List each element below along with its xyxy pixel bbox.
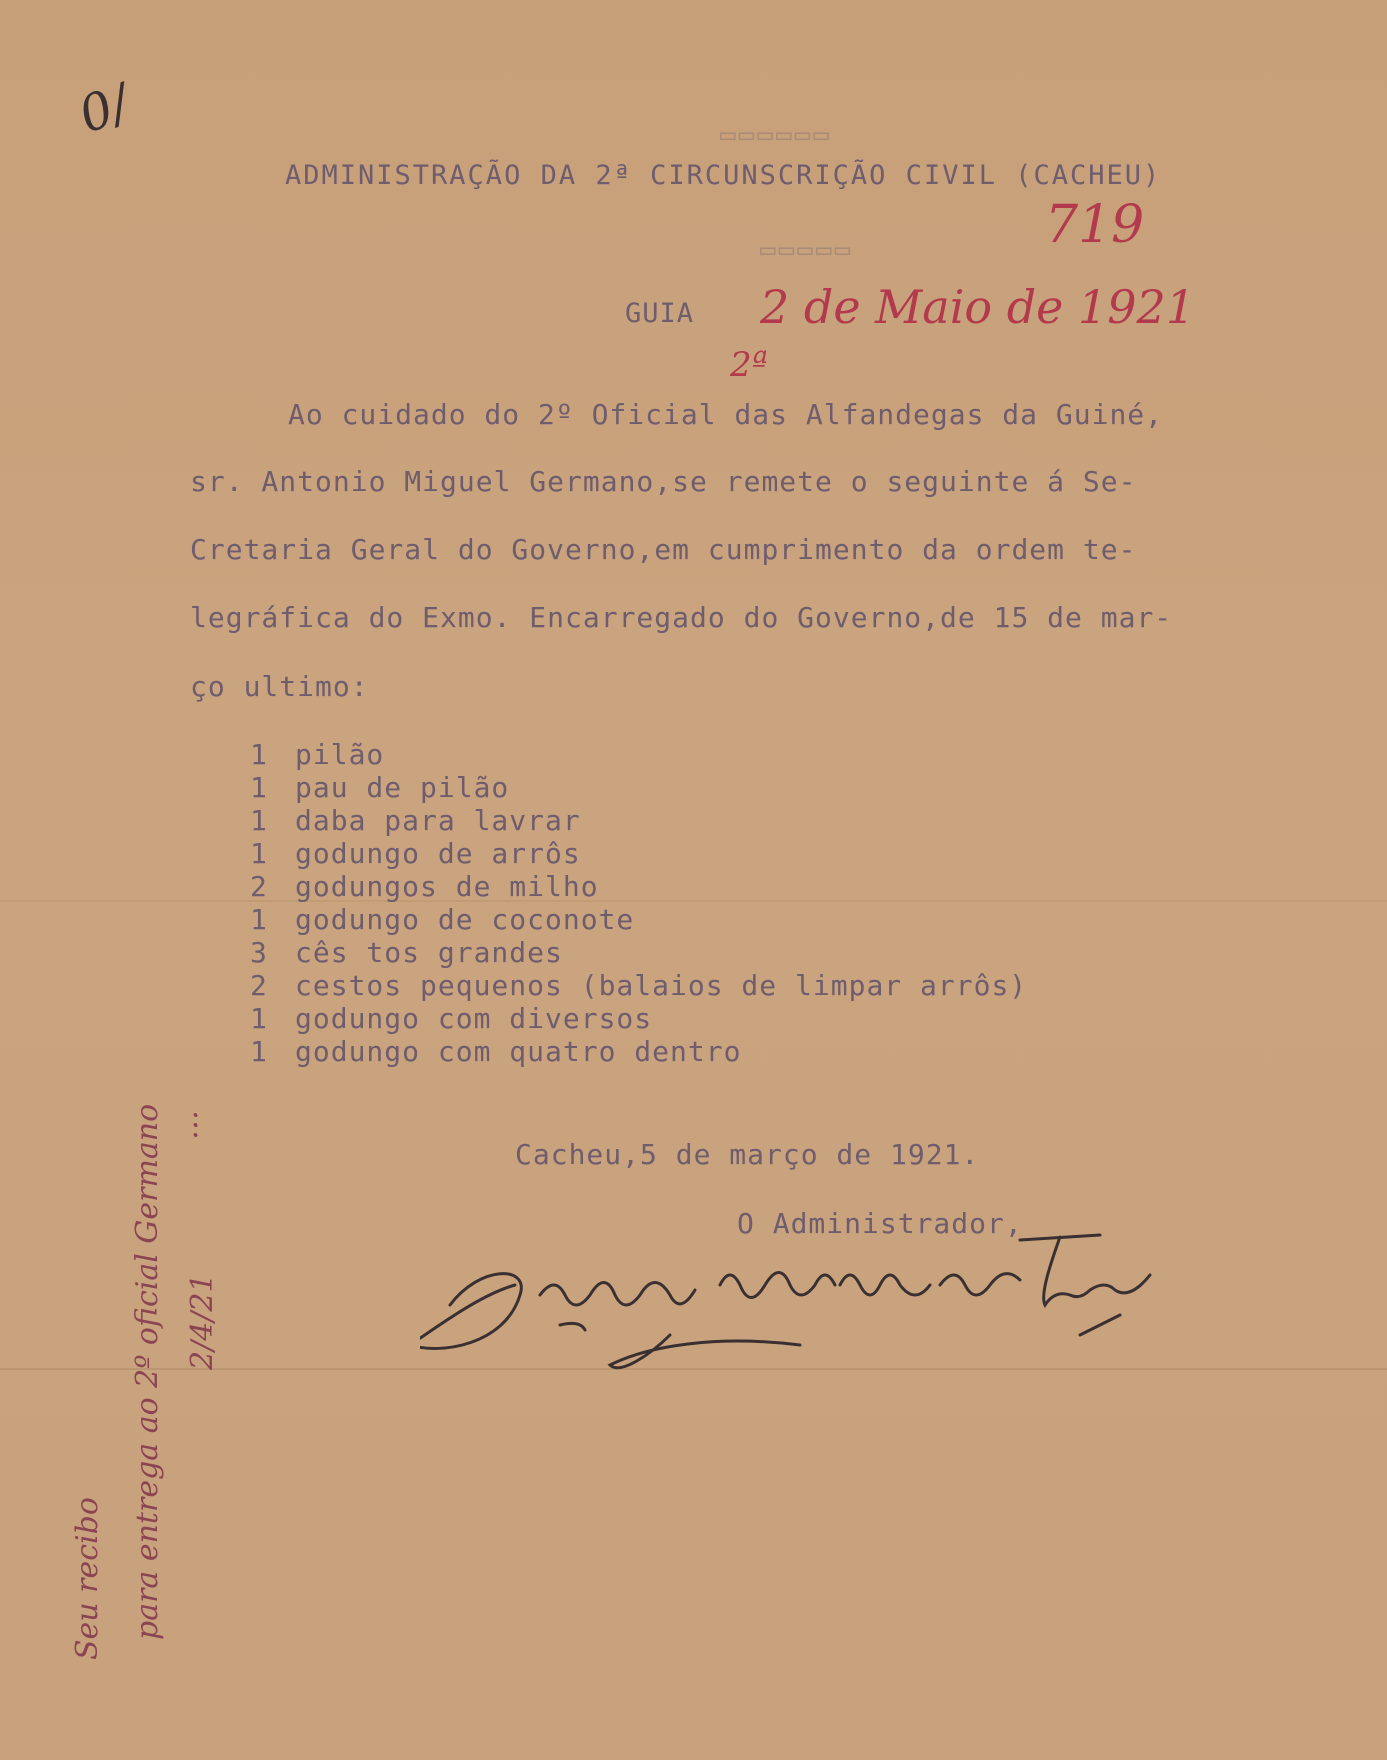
items-list: [250, 738, 1027, 1068]
margin-note: …: [170, 1110, 205, 1140]
faded-stamp: ▭▭▭▭▭▭: [720, 120, 832, 150]
margin-note: para entrega ao 2º oficial Germano: [130, 1103, 165, 1640]
place-date: Cacheu,5 de março de 1921.: [515, 1138, 980, 1171]
signature: [420, 1225, 1320, 1385]
handwritten-note: 2ª: [730, 345, 768, 385]
list-item: 3 cês tos grandes: [250, 936, 563, 969]
list-item: 1 godungo de arrôs: [250, 837, 581, 870]
guia-label: GUIA: [625, 298, 695, 329]
list-item: 1 godungo com diversos: [250, 1002, 653, 1035]
list-item: 1 godungo com quatro dentro: [250, 1035, 742, 1068]
margin-note: Seu recibo: [70, 1497, 105, 1660]
list-item: 2 cestos pequenos (balaios de limpar arrôs): [250, 969, 1028, 1002]
faded-stamp: ▭▭▭▭▭: [760, 235, 854, 265]
list-item: 2 godungos de milho: [250, 870, 599, 903]
signatory-role: O Administrador,: [737, 1207, 1023, 1240]
body-line-4: legráfica do Exmo. Encarregado do Governo,de 15 de mar-: [190, 601, 1173, 634]
handwritten-date: 2 de Maio de 1921: [760, 280, 1196, 334]
margin-note-date: 2/4/21: [185, 1273, 220, 1370]
body-line-3: Cretaria Geral do Governo,em cumprimento da ordem te-: [190, 533, 1137, 566]
list-item: 1 pilão: [250, 738, 385, 771]
list-item: 1 pau de pilão: [250, 771, 510, 804]
handwritten-number: 719: [1045, 195, 1145, 255]
body-line-2: sr. Antonio Miguel Germano,se remete o seguinte á Se-: [190, 465, 1137, 498]
top-mark: 0/: [71, 73, 138, 145]
office-header: ADMINISTRAÇÃO DA 2ª CIRCUNSCRIÇÃO CIVIL (CACHEU): [285, 160, 1162, 191]
list-item: 1 daba para lavrar: [250, 804, 581, 837]
body-line-5: ço ultimo:: [190, 670, 369, 703]
list-item: 1 godungo de coconote: [250, 903, 635, 936]
body-line-1: Ao cuidado do 2º Oficial das Alfandegas da Guiné,: [288, 398, 1164, 431]
